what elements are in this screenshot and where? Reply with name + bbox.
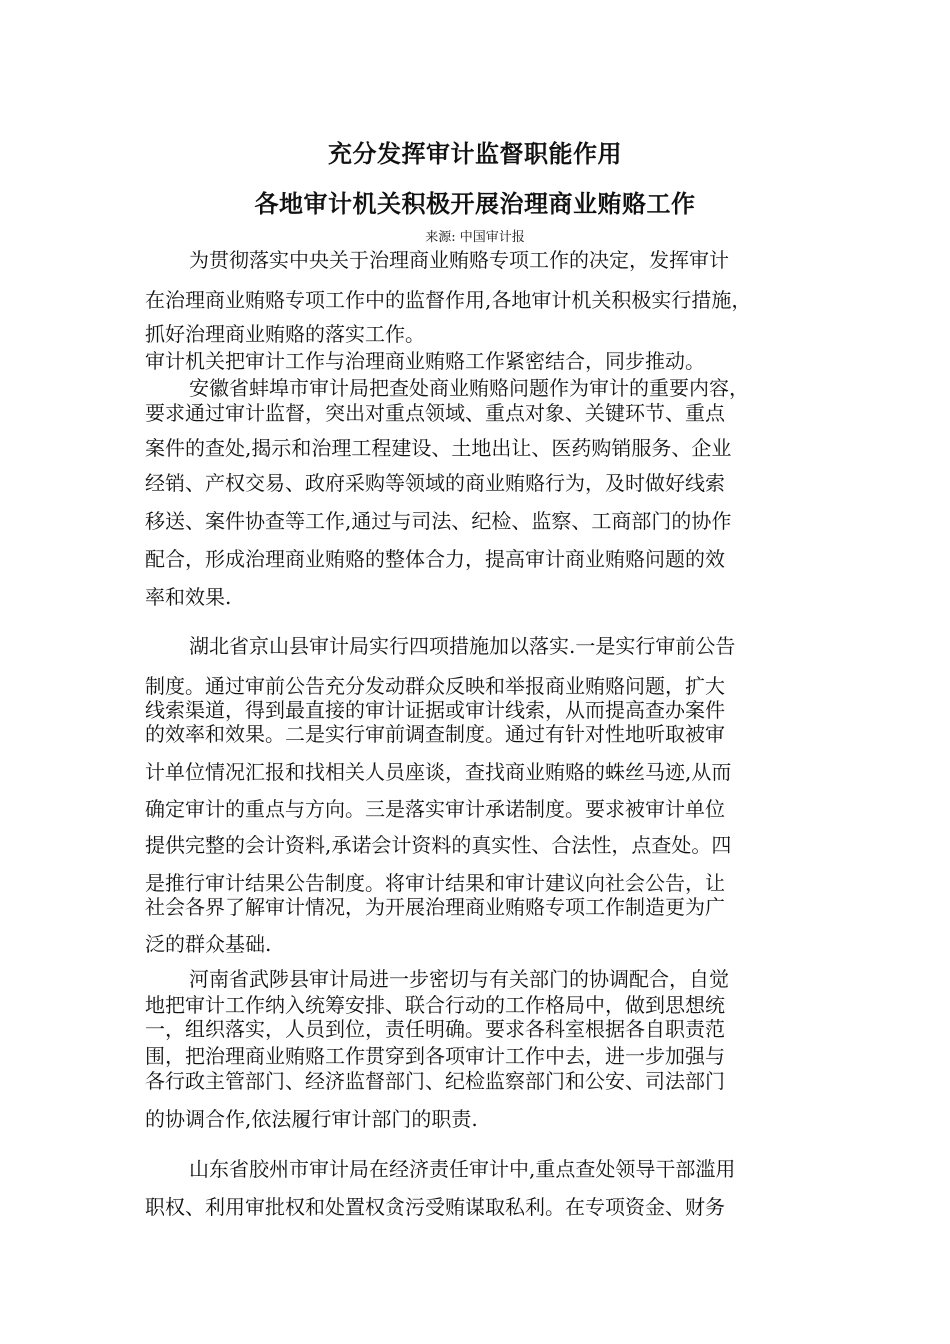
text-line: 确定审计的重点与方向。三是落实审计承诺制度。要求被审计单位 bbox=[145, 797, 725, 821]
text-line: 社会各界了解审计情况，为开展治理商业贿赂专项工作制造更为广 bbox=[145, 895, 725, 919]
text-line: 的效率和效果。二是实行审前调查制度。通过有针对性地听取被审 bbox=[145, 722, 725, 746]
text-line: 线索渠道，得到最直接的审计证据或审计线索，从而提高查办案件 bbox=[145, 698, 725, 722]
text-line: 为贯彻落实中央关于治理商业贿赂专项工作的决定，发挥审计 bbox=[189, 248, 729, 272]
text-line: 是推行审计结果公告制度。将审计结果和审计建议向社会公告，让 bbox=[145, 871, 725, 895]
text-line: 一，组织落实，人员到位，责任明确。要求各科室根据各自职责范 bbox=[145, 1017, 725, 1041]
text-line: 职权、利用审批权和处置权贪污受贿谋取私利。在专项资金、财务 bbox=[145, 1195, 725, 1219]
text-line: 泛的群众基础. bbox=[145, 932, 272, 956]
text-line: 在治理商业贿赂专项工作中的监督作用,各地审计机关积极实行措施， bbox=[145, 288, 752, 312]
text-line: 率和效果. bbox=[145, 585, 232, 609]
text-line: 案件的查处,揭示和治理工程建设、土地出让、医药购销服务、企业 bbox=[145, 436, 732, 460]
text-line: 经销、产权交易、政府采购等领域的商业贿赂行为，及时做好线索 bbox=[145, 471, 725, 495]
text-line: 的协调合作,依法履行审计部门的职责. bbox=[145, 1107, 478, 1131]
text-line: 围，把治理商业贿赂工作贯穿到各项审计工作中去，进一步加强与 bbox=[145, 1044, 725, 1068]
source-line: 来源: 中国审计报 bbox=[425, 230, 525, 245]
text-line: 河南省武陟县审计局进一步密切与有关部门的协调配合，自觉 bbox=[189, 967, 729, 991]
text-line: 安徽省蚌埠市审计局把查处商业贿赂问题作为审计的重要内容， bbox=[189, 376, 749, 400]
text-line: 制度。通过审前公告充分发动群众反映和举报商业贿赂问题，扩大 bbox=[145, 674, 725, 698]
text-line: 计单位情况汇报和找相关人员座谈，查找商业贿赂的蛛丝马迹,从而 bbox=[145, 760, 732, 784]
text-line: 审计机关把审计工作与治理商业贿赂工作紧密结合，同步推动。 bbox=[145, 349, 705, 373]
text-line: 配合，形成治理商业贿赂的整体合力，提高审计商业贿赂问题的效 bbox=[145, 547, 725, 571]
document-title: 充分发挥审计监督职能作用 bbox=[328, 140, 622, 168]
text-line: 移送、案件协查等工作,通过与司法、纪检、监察、工商部门的协作 bbox=[145, 509, 732, 533]
text-line: 提供完整的会计资料,承诺会计资料的真实性、合法性，点查处。四 bbox=[145, 833, 732, 857]
text-line: 湖北省京山县审计局实行四项措施加以落实.一是实行审前公告 bbox=[189, 634, 736, 658]
text-line: 抓好治理商业贿赂的落实工作。 bbox=[145, 322, 425, 346]
text-line: 地把审计工作纳入统筹安排、联合行动的工作格局中，做到思想统 bbox=[145, 993, 725, 1017]
text-line: 要求通过审计监督，突出对重点领域、重点对象、关键环节、重点 bbox=[145, 401, 725, 425]
document-subtitle: 各地审计机关积极开展治理商业贿赂工作 bbox=[254, 190, 696, 218]
text-line: 各行政主管部门、经济监督部门、纪检监察部门和公安、司法部门 bbox=[145, 1069, 725, 1093]
text-line: 山东省胶州市审计局在经济责任审计中,重点查处领导干部滥用 bbox=[189, 1157, 736, 1181]
